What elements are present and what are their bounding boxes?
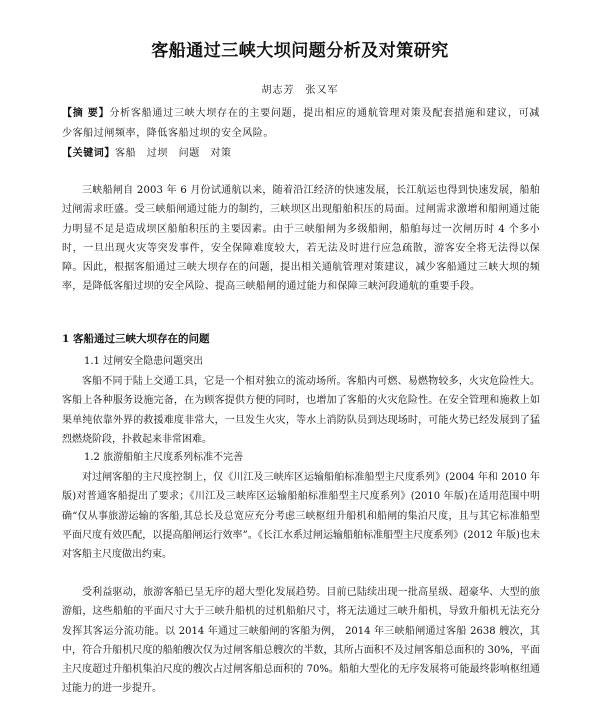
keywords-tag: 【关键词】 <box>62 148 115 159</box>
keywords <box>62 144 540 164</box>
subsection-1-1-body: 客船不同于陆上交通工具，它是一个相对独立的流动场所。客船内可燃、易燃物较多，火灾危险性大。客船上各种服务设施完备，在为顾客提供方便的同时，也增加了客船的火灾危险性。在安全管理和施救上如果单纯依靠外界的救援难度非常大，一旦发生火灾，等水上消防队员到达现场时，可能火势已经发展到了猛烈燃烧阶段，扑救起来非常困难。 <box>62 376 540 445</box>
abstract-tag: 【摘 要】 <box>62 108 110 119</box>
abstract-text: 分析客船通过三峡大坝存在的主要问题，提出相应的通航管理对策及配套措施和建议，可减少客船过闸频率，降低客船过坝的安全风险。 <box>62 108 541 139</box>
abstract <box>62 104 540 144</box>
subsection-1-2-body: 对过闸客船的主尺度控制上，仅《川江及三峡库区运输船舶标准船型主尺度系列》(2004 年和 2010 年版)对普通客船提出了要求；《川江及三峡库区运输船舶标准船型主尺度系列》(2010 年版)在适用范围中明确“仅从事旅游运输的客船,其总长及总宽应充分考虑三峡枢纽升船机和船闸的集泊尺度，且与其它标准船型平面尺度有效匹配，以提高船闸运行效率”。《长江水系过闸运输船舶标准船型主尺度系列》(2012 年版)也未对客船主尺度做出约束。 <box>62 472 540 561</box>
keywords-text: 客船 过坝 问题 对策 <box>115 148 232 159</box>
subsection-1-2-heading: 1.2 旅游船舶主尺度系列标准不完善 <box>84 452 244 463</box>
intro-paragraph: 三峡船闸自 2003 年 6 月份试通航以来，随着沿江经济的快速发展，长江航运也得到快速发展，船舶过闸需求旺盛。受三峡船闸通过能力的制约，三峡坝区出现船舶积压的局面。过闸需求激增和船闸通过能力明显不足是造成坝区船舶积压的主要因素。由于三峡船闸为多级船闸，船舶每过一次闸历时 4 个多小时，一旦出现火灾等突发事件，安全保障难度较大，若无法及时进行应急疏散，游客安全将无法得以保障。因此，根据客船通过三峡大坝存在的问题，提出相关通航管理对策建议，减少客船通过三峡大坝的频率，是降低客船过坝的安全风险、提高三峡船闸的通过能力和保障三峡河段通航的重要手段。 <box>62 185 540 293</box>
subsection-1-1-heading: 1.1 过闸安全隐患问题突出 <box>84 356 204 367</box>
paper-authors: 胡志芳 张又军 <box>261 85 339 96</box>
paper-title: 客船通过三峡大坝问题分析及对策研究 <box>151 41 449 61</box>
subsection-1-2-body-2: 受利益驱动，旅游客船已呈无序的超大型化发展趋势。目前已陆续出现一批高星级、超豪华、大型的旅游船，这些船舶的平面尺寸大于三峡升船机的过机船舶尺寸，将无法通过三峡升船机，导致升船机无法充分发挥其客运分流功能。以 2014 年通过三峡船闸的客船为例， 2014 年三峡船闸通过客船 2638 艘次，其中，符合升船机尺度的船舶艘次仅为过闸客船总艘次的半数，其所占面积不及过闸客船总面积的 30%，平面主尺度超过升船机集泊尺度的艘次占过闸客船总面积的 70%。船舶大型化的无序发展将可能最终影响枢纽通过能力的进一步提升。 <box>62 587 540 695</box>
section-1-heading: 1 客船通过三峡大坝存在的问题 <box>62 333 210 345</box>
